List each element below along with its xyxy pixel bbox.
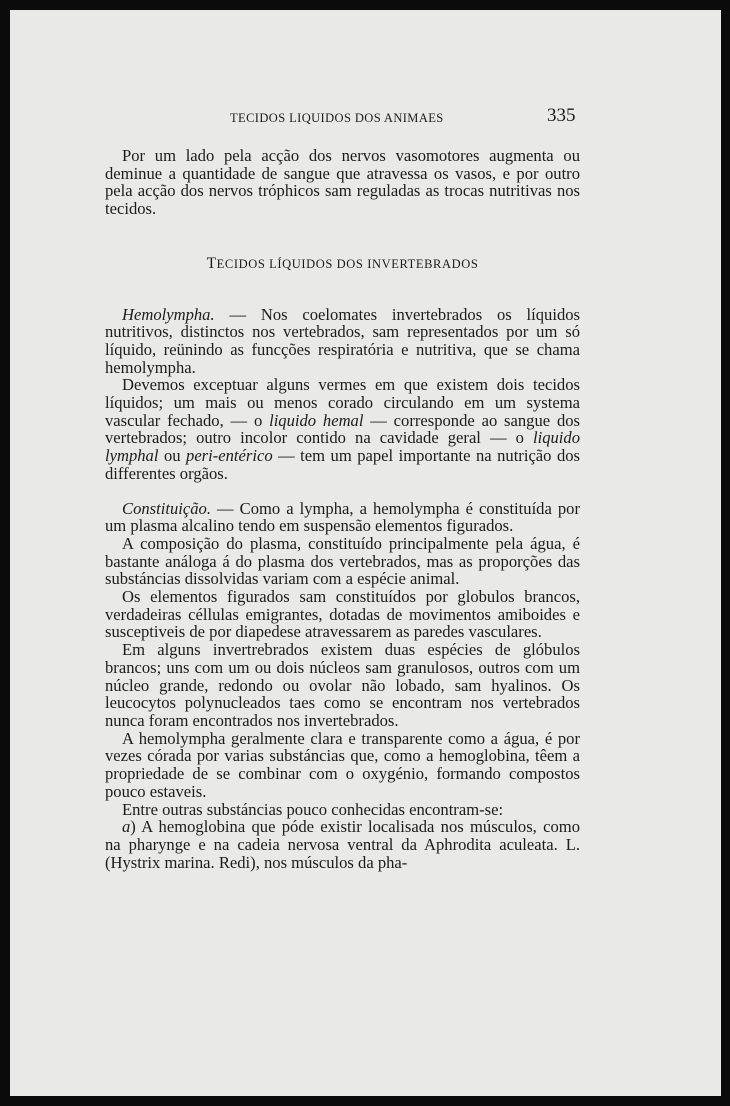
hemolympha-lead: Hemolympha. [122,304,215,324]
item-a-label: a [122,817,131,837]
liquido-lymphal-term: liquido lymphal [105,428,580,466]
peri-enterico-term: peri-entérico [186,446,273,466]
section-heading-initial: T [206,254,217,272]
item-a-text: ) A hemoglobina que póde existir localisada nos músculos, como na pharynge e na cadeia nervosa ventral da Aphrodita aculeata. L. (Hystrix marina. Redi), nos músculos da pha- [105,817,580,872]
globulos-paragraph: Em alguns invertrebrados existem duas espécies de glóbulos brancos; uns com um ou dois núcleos sam granulosos, outros com um núcleo grande, redondo ou ovolar não lobado, sam hyalinos. Os leucocytos polynucleados taes como se encontram nos vertebrados nunca foram encontrados nos invertebrados. [105,640,580,730]
page-body [105,147,580,871]
constituicao-paragraph [105,500,580,535]
running-title: TECIDOS LIQUIDOS DOS ANIMAES [230,111,444,125]
liquido-hemal-term: liquido hemal [269,410,364,430]
hemolympha-p2-b: — corresponde ao sangue dos vertebrados; outro incolor contido na cavidade geral — o [105,410,580,448]
hemolympha-paragraph-2 [105,376,580,482]
constituicao-text: — Como a lympha, a hemolympha é constituída por um plasma alcalino tendo em suspensão elementos figurados. [105,498,580,536]
hemolympha-p2-c: ou [158,446,187,466]
page-number: 335 [547,105,576,126]
item-a-paragraph [105,818,580,871]
composicao-paragraph: A composição do plasma, constituído principalmente pela água, é bastante análoga á do plasma dos vertebrados, mas as proporções das substáncias dissolvidas variam com a espécie animal. [105,533,580,589]
constituicao-lead: Constituição. [122,498,211,518]
substancias-paragraph: Entre outras substáncias pouco conhecidas encontram-se: [122,799,504,819]
page-header [10,105,721,131]
hemolympha-p2-d: — tem um papel importante na nutrição dos differentes orgãos. [105,446,580,483]
book-page [10,10,721,1096]
hemolympha-text: — Nos coelomates invertebrados os líquidos nutritivos, distinctos nos vertebrados, sam representados por um só líquido, reünindo as funcções respiratória e nutritiva, que se chama hemolympha. [105,304,580,377]
hemolympha-color-paragraph: A hemolympha geralmente clara e transparente como a água, é por vezes córada por varias substáncias que, como a hemoglobina, têem a propriedade de se combinar com o oxygénio, formando compostos pouco estaveis. [105,728,580,801]
section-heading-rest: ECIDOS LÍQUIDOS DOS INVERTEBRADOS [216,256,479,271]
hemolympha-p2-a: Devemos exceptuar alguns vermes em que existem dois tecidos líquidos; um mais ou menos corado circulando em um systema vascular fechado, — o [105,375,580,430]
intro-paragraph: Por um lado pela acção dos nervos vasomotores augmenta ou deminue a quantidade de sangue que atravessa os vasos, e por outro pela acção dos nervos tróphicos sam reguladas as trocas nutritivas nos tecidos. [105,146,580,219]
hemolympha-paragraph [105,306,580,377]
elementos-paragraph: Os elementos figurados sam constituídos por globulos brancos, verdadeiras céllulas emigrantes, dotadas de movimentos amiboides e susceptiveis de por diapedese atravessarem as paredes vasculares. [105,587,580,642]
section-heading [105,255,580,274]
